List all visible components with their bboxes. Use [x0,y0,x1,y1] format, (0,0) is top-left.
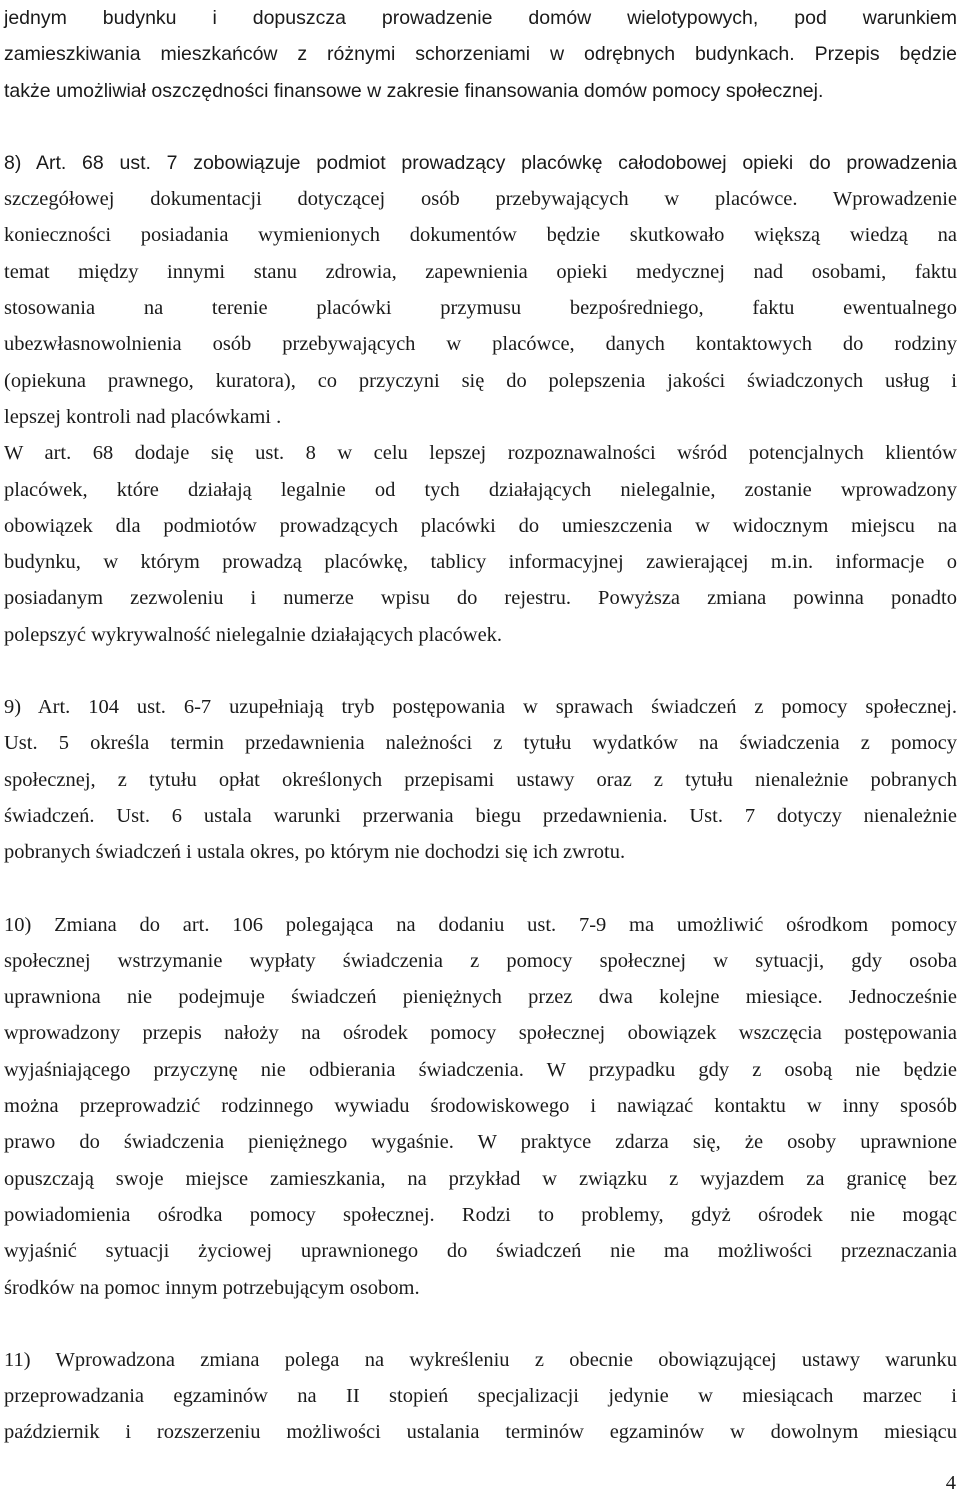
paragraph-gap [4,871,957,907]
paragraph-intro [4,0,957,109]
text-line: wprowadzony przepis nałoży na ośrodek pomocy społecznej obowiązek wszczęcia postępowania [4,1022,957,1045]
text-line: społecznej, z tytułu opłat określonych przepisami ustawy oraz z tytułu nienależnie pobranych [4,768,957,791]
text-line: świadczeń. Ust. 6 ustala warunki przerwania biegu przedawnienia. Ust. 7 dotyczy nienależnie [4,804,957,827]
text-line: konieczności posiadania wymienionych dokumentów będzie skutkowało większą wiedzą na [4,224,957,247]
text-line: posiadanym zezwoleniu i numerze wpisu do rejestru. Powyższa zmiana powinna ponadto [4,587,957,610]
page-number: 4 [945,1472,956,1494]
text-line: budynku, w którym prowadzą placówkę, tablicy informacyjnej zawierającej m.in. informacje o [4,551,957,574]
text-line: społecznej wstrzymanie wypłaty świadczenia z pomocy społecznej w sytuacji, gdy osoba [4,949,957,972]
text-line: październik i rozszerzeniu możliwości ustalania terminów egzaminów w dowolnym miesiącu [4,1421,957,1444]
text-line: szczegółowej dokumentacji dotyczącej osób przebywających w placówce. Wprowadzenie [4,188,957,211]
text-line: W art. 68 dodaje się ust. 8 w celu lepszej rozpoznawalności wśród potencjalnych klientów [4,442,957,465]
text-line: temat między innymi stanu zdrowia, zapewnienia opieki medycznej nad osobami, faktu [4,260,957,283]
text-line: pobranych świadczeń i ustala okres, po którym nie dochodzi się ich zwrotu. [4,841,626,864]
text-line: lepszej kontroli nad placówkami . [4,405,282,428]
text-line: obowiązek dla podmiotów prowadzących placówki do umieszczenia w widocznym miejscu na [4,514,957,537]
paragraph-section-10 [4,907,957,1306]
text-line: przeprowadzania egzaminów na II stopień specjalizacji jedynie w miesiącach marzec i [4,1385,957,1408]
text-line: środków na pomoc innym potrzebującym osobom. [4,1276,420,1299]
text-line: jednym budynku i dopuszcza prowadzenie domów wielotypowych, pod warunkiem [4,7,957,29]
text-line: Ust. 5 określa termin przedawnienia należności z tytułu wydatków na świadczenia z pomocy [4,732,957,755]
text-line: 9) Art. 104 ust. 6-7 uzupełniają tryb postępowania w sprawach świadczeń z pomocy społecznej. [4,696,957,719]
text-line: 11) Wprowadzona zmiana polega na wykreśleniu z obecnie obowiązującej ustawy warunku [4,1348,957,1371]
text-line: ubezwłasnowolnienia osób przebywających w placówce, danych kontaktowych do rodziny [4,333,957,356]
text-line: wyjaśnić sytuacji życiowej uprawnionego do świadczeń nie ma możliwości przeznaczania [4,1240,957,1263]
text-line: (opiekuna prawnego, kuratora), co przyczyni się do polepszenia jakości świadczonych usług i [4,369,957,392]
paragraph-section-9 [4,689,957,870]
text-line: powiadomienia ośrodka pomocy społecznej. Rodzi to problemy, gdyż ośrodek nie mogąc [4,1203,957,1226]
text-line: zamieszkiwania mieszkańców z różnymi schorzeniami w odrębnych budynkach. Przepis będzie [4,43,957,66]
text-line: wyjaśniającego przyczynę nie odbierania świadczenia. W przypadku gdy z osobą nie będzie [4,1058,957,1081]
document-body [4,0,957,1451]
paragraph-gap [4,653,957,689]
paragraph-gap [4,1306,957,1342]
text-line: stosowania na terenie placówki przymusu bezpośredniego, faktu ewentualnego [4,297,957,320]
text-line: uprawniona nie podejmuje świadczeń pieniężnych przez dwa kolejne miesiące. Jednocześnie [4,986,957,1009]
paragraph-section-8 [4,145,957,653]
text-line: także umożliwiał oszczędności finansowe w zakresie finansowania domów pomocy społecznej. [4,79,824,102]
paragraph-gap [4,109,957,145]
paragraph-section-11 [4,1342,957,1451]
text-line: 10) Zmiana do art. 106 polegająca na dodaniu ust. 7-9 ma umożliwić ośrodkom pomocy [4,913,957,936]
text-line: prawo do świadczenia pieniężnego wygaśnie. W praktyce zdarza się, że osoby uprawnione [4,1131,957,1154]
text-line: polepszyć wykrywalność nielegalnie działających placówek. [4,623,503,646]
text-line: można przeprowadzić rodzinnego wywiadu środowiskowego i nawiązać kontaktu w inny sposób [4,1095,957,1118]
text-line: 8) Art. 68 ust. 7 zobowiązuje podmiot prowadzący placówkę całodobowej opieki do prowadzenia [4,151,957,174]
text-line: opuszczają swoje miejsce zamieszkania, na przykład w związku z wyjazdem za granicę bez [4,1167,957,1190]
text-line: placówek, które działają legalnie od tych działających nielegalnie, zostanie wprowadzony [4,478,957,501]
